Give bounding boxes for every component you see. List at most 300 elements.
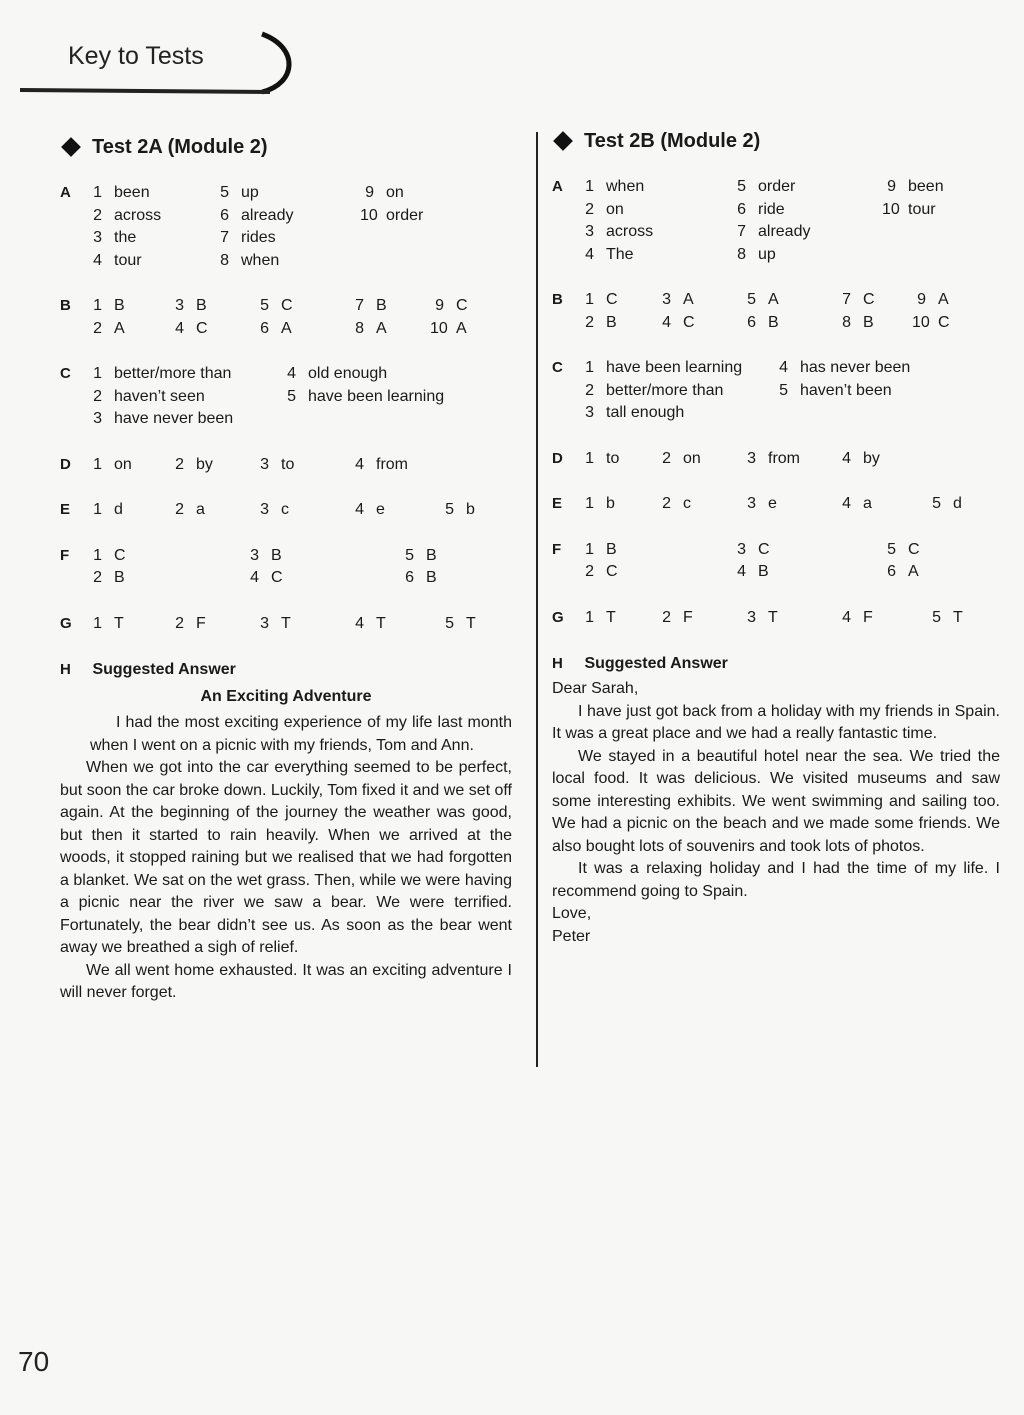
item-number: 5 [779, 381, 788, 399]
letter-paragraph: I have just got back from a holiday with my friends in Spain. It was a great place and we had a really fantastic time. [552, 702, 1000, 742]
essay-paragraph: I had the most exciting experience of my life last month when I went on a picnic with my friends, Tom and Ann. [90, 714, 512, 754]
item-answer: better/more than [114, 365, 232, 382]
letter-closing: Love, [552, 905, 592, 922]
answer-item [657, 607, 693, 630]
answer-item [245, 545, 282, 568]
section-c [552, 357, 1000, 425]
essay-paragraph: When we got into the car everything seemed to be perfect, but soon the car broke down. Luckily, Tom fixed it and we set off again. At the beginning of the journey the weather was good, but then it started to rain heavily. When we arrived at the woods, it stopped raining but we realised that we had forgotten a blanket. We sat on the wet grass. Then, while we were having a picnic near the river we saw a bear. We were terrified. Fortunately, the bear didn’t see us. As soon as the bear went away we breathed a sigh of relief. [60, 759, 512, 956]
answer-item [580, 380, 723, 403]
item-answer: A [908, 563, 919, 580]
answer-grid [88, 545, 512, 590]
item-number: 6 [737, 200, 746, 218]
letter-paragraph: We stayed in a beautiful hotel near the sea. We tried the local food. It was delicious. We visited museums and saw some interesting exhibits. We went swimming and sailing too. We had a picnic on the beach and we made some friends. We also bought lots of souvenirs and took lots of photos. [552, 747, 1000, 855]
answer-item [882, 199, 936, 222]
item-number: 4 [287, 365, 296, 382]
answer-item [580, 402, 684, 425]
item-number: 7 [842, 291, 851, 308]
test-2b-title: Test 2B (Module 2) [584, 130, 761, 152]
section-g [60, 613, 512, 636]
answer-item [255, 454, 294, 477]
item-number: 1 [93, 614, 102, 632]
item-number: 6 [887, 563, 896, 580]
item-answer: T [768, 608, 778, 626]
test-2a-heading [60, 130, 512, 164]
item-answer: T [281, 614, 291, 632]
answer-row [88, 386, 512, 409]
answer-row [580, 380, 1000, 403]
item-number: 2 [662, 608, 671, 626]
letter-greeting: Dear Sarah, [552, 680, 639, 697]
answer-item [255, 613, 291, 636]
item-answer: rides [241, 229, 276, 246]
item-number: 2 [93, 206, 102, 224]
item-answer: have been learning [308, 387, 445, 405]
section-letter: G [60, 614, 72, 632]
answer-item [732, 176, 795, 199]
item-number: 3 [662, 291, 671, 308]
item-answer: by [196, 455, 213, 473]
item-answer: haven’t been [800, 381, 892, 399]
answer-item [837, 448, 880, 471]
answer-item [580, 289, 618, 312]
item-answer: when [606, 178, 645, 195]
section-e [60, 499, 512, 522]
answer-item [732, 244, 776, 267]
item-answer: B [606, 540, 617, 558]
section-letter: D [60, 455, 71, 473]
item-number: 2 [175, 614, 184, 632]
answer-row [88, 205, 512, 228]
item-number: 3 [260, 455, 269, 473]
item-answer: b [606, 495, 615, 512]
item-answer: c [683, 495, 691, 512]
answer-item [732, 539, 770, 562]
item-number: 2 [175, 501, 184, 518]
item-answer: C [863, 291, 875, 308]
item-answer: old enough [308, 365, 388, 382]
item-answer: e [768, 495, 777, 512]
section-letter: G [552, 608, 564, 626]
suggested-answer-label: Suggested Answer [584, 655, 728, 672]
item-number: 1 [585, 540, 594, 558]
answer-row [88, 408, 512, 431]
answer-row [88, 545, 512, 568]
answer-item [657, 493, 691, 516]
answer-item [255, 318, 292, 341]
item-answer: B [863, 313, 874, 331]
item-number: 5 [887, 540, 896, 558]
item-number: 6 [260, 319, 269, 337]
item-number: 2 [585, 563, 594, 580]
item-answer: B [426, 546, 437, 564]
item-number: 4 [737, 563, 746, 580]
answer-item [912, 312, 950, 335]
answer-item [88, 182, 150, 205]
answer-row [580, 561, 1000, 584]
answer-row [580, 176, 1000, 199]
item-number: 5 [445, 501, 454, 518]
answer-item [170, 499, 205, 522]
item-answer: tour [908, 200, 936, 218]
item-answer: order [758, 178, 796, 195]
answer-grid [88, 454, 512, 477]
answer-item [774, 357, 910, 380]
item-number: 7 [220, 229, 229, 246]
item-number: 5 [220, 184, 229, 201]
answer-row [580, 539, 1000, 562]
item-answer: to [281, 455, 295, 473]
item-number: 1 [93, 501, 102, 518]
item-number: 1 [585, 178, 594, 195]
item-answer: ride [758, 200, 785, 218]
item-number: 8 [355, 319, 364, 337]
item-answer: C [758, 540, 770, 558]
item-number: 3 [585, 404, 594, 421]
answer-item [88, 567, 125, 590]
answer-item [440, 499, 475, 522]
item-answer: from [768, 449, 800, 467]
item-number: 2 [662, 495, 671, 512]
section-f [552, 539, 1000, 584]
answer-item [742, 493, 777, 516]
item-answer: C [606, 563, 618, 580]
answer-grid [580, 493, 1000, 516]
item-number: 3 [747, 495, 756, 512]
item-number: 4 [779, 359, 788, 376]
answer-item [215, 227, 276, 250]
answer-row [88, 295, 512, 318]
item-number: 8 [737, 245, 746, 263]
item-answer: C [271, 569, 283, 586]
item-number: 4 [355, 614, 364, 632]
answer-item [927, 607, 963, 630]
item-number: 2 [585, 381, 594, 399]
item-answer: B [196, 297, 207, 314]
item-answer: A [456, 319, 467, 337]
answer-item [400, 567, 437, 590]
item-number: 1 [585, 291, 594, 308]
answer-item [837, 289, 875, 312]
test-2a-column [60, 130, 512, 1005]
answer-item [360, 205, 423, 228]
item-answer: B [758, 563, 769, 580]
item-number: 1 [585, 495, 594, 512]
answer-item [882, 561, 919, 584]
page-header [0, 26, 300, 98]
item-number: 4 [842, 608, 851, 626]
item-answer: c [281, 501, 289, 518]
item-answer: C [456, 297, 468, 314]
answer-item [882, 176, 944, 199]
item-answer: a [863, 495, 872, 512]
item-number: 1 [93, 546, 102, 564]
section-letter: H [60, 661, 71, 678]
item-number: 3 [260, 614, 269, 632]
item-answer: A [114, 319, 125, 337]
answer-item [88, 499, 123, 522]
answer-grid [88, 182, 512, 272]
answer-item [580, 561, 618, 584]
answer-row [88, 567, 512, 590]
item-number: 4 [175, 319, 184, 337]
item-number: 3 [250, 546, 259, 564]
page-number: 70 [18, 1346, 50, 1377]
item-answer: A [768, 291, 779, 308]
item-answer: order [386, 206, 424, 224]
answer-item [742, 607, 778, 630]
answer-row [580, 289, 1000, 312]
item-answer: already [241, 206, 294, 224]
item-number: 2 [175, 455, 184, 473]
item-answer: a [196, 501, 205, 518]
item-answer: B [271, 546, 282, 564]
item-number: 7 [355, 297, 364, 314]
item-answer: to [606, 449, 620, 467]
item-answer: tour [114, 251, 142, 269]
section-letter: F [60, 546, 70, 564]
section-h [60, 658, 512, 1005]
answer-row [88, 182, 512, 205]
item-answer: tall enough [606, 404, 685, 421]
answer-grid [580, 176, 1000, 266]
section-b [60, 295, 512, 340]
answer-item [255, 499, 289, 522]
answer-row [580, 402, 1000, 425]
answer-grid [580, 289, 1000, 334]
test-2b-heading [552, 124, 1000, 158]
item-number: 4 [93, 251, 102, 269]
answer-grid [580, 607, 1000, 630]
item-answer: d [114, 501, 123, 518]
item-number: 9 [365, 184, 374, 201]
section-c [60, 363, 512, 431]
section-letter: E [60, 501, 71, 518]
answer-row [88, 227, 512, 250]
item-number: 6 [747, 313, 756, 331]
item-number: 1 [585, 359, 594, 376]
answer-item [837, 607, 873, 630]
section-d [552, 448, 1000, 471]
item-number: 5 [737, 178, 746, 195]
answer-item [88, 295, 125, 318]
item-number: 8 [842, 313, 851, 331]
item-answer: the [114, 229, 137, 246]
answer-item [400, 545, 437, 568]
item-answer: have been learning [606, 359, 743, 376]
answer-item [580, 312, 617, 335]
item-answer: C [938, 313, 950, 331]
item-number: 5 [747, 291, 756, 308]
diamond-bullet-icon [553, 131, 573, 151]
item-answer: up [758, 245, 776, 263]
answer-item [88, 613, 124, 636]
answer-item [215, 205, 293, 228]
answer-item [732, 221, 810, 244]
answer-item [170, 454, 213, 477]
item-number: 1 [93, 455, 102, 473]
item-number: 5 [287, 387, 296, 405]
item-answer: A [683, 291, 694, 308]
item-number: 2 [93, 569, 102, 586]
item-number: 2 [662, 449, 671, 467]
item-answer: across [606, 223, 654, 240]
test-2b-column [552, 124, 1000, 948]
item-answer: on [386, 184, 404, 201]
item-number: 1 [93, 184, 102, 201]
item-answer: C [606, 291, 618, 308]
item-answer: haven’t seen [114, 387, 205, 405]
item-number: 5 [932, 608, 941, 626]
answer-item [88, 545, 126, 568]
answer-item [430, 295, 468, 318]
item-number: 5 [260, 297, 269, 314]
answer-grid [88, 295, 512, 340]
item-answer: on [606, 200, 624, 218]
answer-item [440, 613, 476, 636]
item-number: 3 [585, 223, 594, 240]
answer-row [88, 318, 512, 341]
answer-item [732, 561, 769, 584]
answer-item [657, 448, 701, 471]
item-number: 1 [93, 365, 102, 382]
answer-item [580, 221, 653, 244]
item-answer: C [683, 313, 695, 331]
item-answer: F [196, 614, 206, 632]
item-number: 2 [585, 200, 594, 218]
answer-item [912, 289, 949, 312]
answer-item [88, 363, 231, 386]
answer-item [580, 357, 742, 380]
answer-item [215, 182, 259, 205]
answer-item [430, 318, 467, 341]
section-g [552, 607, 1000, 630]
item-answer: A [376, 319, 387, 337]
item-answer: been [114, 184, 150, 201]
section-h [552, 652, 1000, 948]
item-answer: A [281, 319, 292, 337]
section-letter: F [552, 540, 562, 558]
item-number: 10 [912, 313, 930, 331]
item-number: 8 [220, 251, 229, 269]
answer-item [88, 250, 142, 273]
answer-grid [88, 613, 512, 636]
item-answer: B [376, 297, 387, 314]
item-answer: T [466, 614, 476, 632]
answer-item [170, 613, 206, 636]
item-number: 2 [93, 319, 102, 337]
answer-item [580, 607, 616, 630]
answer-item [360, 182, 404, 205]
item-number: 5 [932, 495, 941, 512]
essay-title: An Exciting Adventure [200, 688, 372, 705]
answer-item [282, 386, 444, 409]
item-answer: F [863, 608, 873, 626]
item-number: 3 [747, 449, 756, 467]
item-answer: B [426, 569, 437, 586]
item-number: 1 [585, 608, 594, 626]
item-answer: T [376, 614, 386, 632]
item-answer: B [114, 297, 125, 314]
item-answer: T [953, 608, 963, 626]
test-2a-title: Test 2A (Module 2) [92, 136, 268, 158]
answer-row [580, 221, 1000, 244]
answer-item [170, 295, 207, 318]
item-answer: C [281, 297, 293, 314]
item-answer: by [863, 449, 880, 467]
item-answer: d [953, 495, 962, 512]
item-answer: C [196, 319, 208, 337]
item-answer: on [114, 455, 132, 473]
answer-grid [88, 499, 512, 522]
answer-item [882, 539, 920, 562]
item-answer: F [683, 608, 693, 626]
answer-row [580, 493, 1000, 516]
answer-row [88, 499, 512, 522]
item-number: 6 [405, 569, 414, 586]
answer-row [580, 357, 1000, 380]
page-title: Key to Tests [68, 42, 204, 70]
answer-item [580, 493, 615, 516]
item-number: 1 [585, 449, 594, 467]
answer-item [282, 363, 387, 386]
answer-item [837, 493, 872, 516]
item-number: 10 [360, 206, 378, 224]
item-number: 10 [430, 319, 448, 337]
section-letter: E [552, 495, 563, 512]
item-number: 9 [435, 297, 444, 314]
answer-item [774, 380, 892, 403]
item-answer: from [376, 455, 408, 473]
answer-item [742, 448, 800, 471]
section-f [60, 545, 512, 590]
item-answer: B [768, 313, 779, 331]
item-number: 4 [842, 495, 851, 512]
section-b [552, 289, 1000, 334]
item-number: 5 [445, 614, 454, 632]
item-number: 7 [737, 223, 746, 240]
answer-item [837, 312, 874, 335]
item-number: 4 [585, 245, 594, 263]
answer-row [88, 250, 512, 273]
item-answer: up [241, 184, 259, 201]
answer-row [88, 613, 512, 636]
essay-paragraph: We all went home exhausted. It was an exciting adventure I will never forget. [60, 961, 512, 1001]
item-number: 3 [175, 297, 184, 314]
item-answer: A [938, 291, 949, 308]
item-number: 10 [882, 200, 900, 218]
answer-item [88, 386, 205, 409]
answer-item [742, 312, 779, 335]
answer-item [657, 312, 695, 335]
item-number: 4 [355, 501, 364, 518]
item-answer: T [606, 608, 616, 626]
answer-item [657, 289, 694, 312]
answer-item [580, 176, 644, 199]
answer-item [350, 295, 387, 318]
answer-row [580, 199, 1000, 222]
answer-item [170, 318, 208, 341]
answer-item [245, 567, 283, 590]
answer-grid [580, 357, 1000, 425]
item-number: 1 [93, 297, 102, 314]
answer-item [350, 454, 408, 477]
section-letter: A [552, 178, 563, 195]
answer-grid [580, 539, 1000, 584]
section-d [60, 454, 512, 477]
answer-item [88, 227, 136, 250]
answer-grid [88, 363, 512, 431]
section-letter: A [60, 184, 71, 201]
